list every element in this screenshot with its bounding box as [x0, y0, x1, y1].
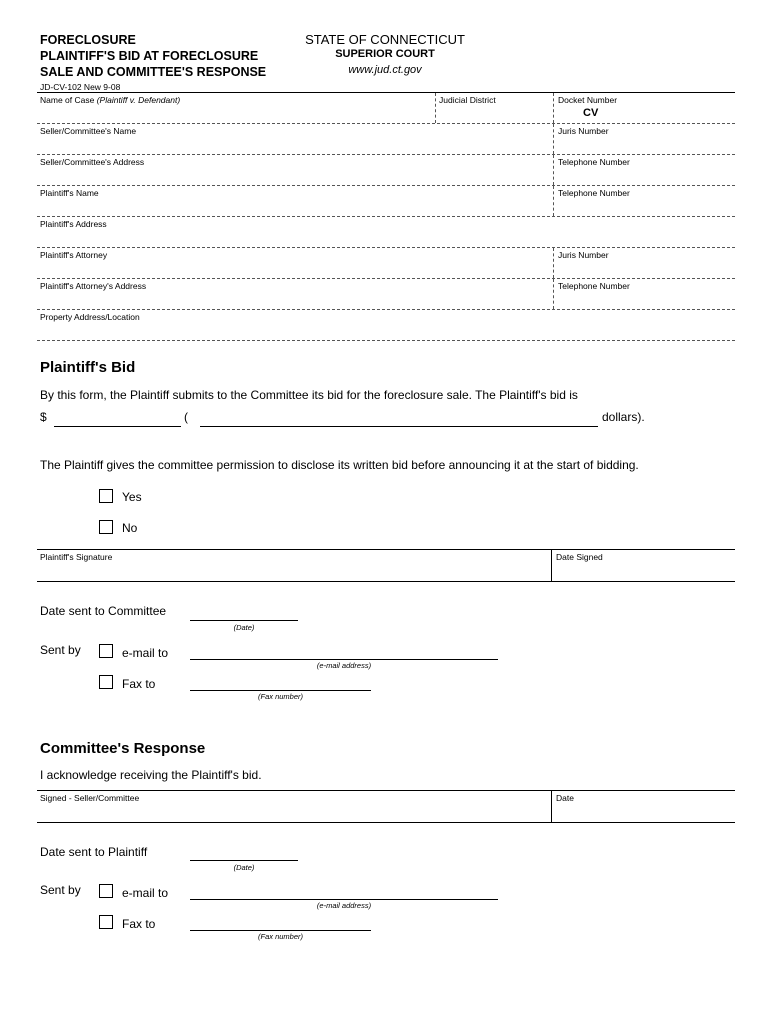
email-caption: (e-mail address): [316, 661, 372, 670]
sent-by-label: Sent by: [40, 643, 81, 657]
attorney-label: Plaintiff's Attorney: [40, 250, 108, 260]
plaintiff-address-label: Plaintiff's Address: [40, 219, 107, 229]
fax-caption: (Fax number): [257, 932, 303, 941]
bid-heading: Plaintiff's Bid: [40, 359, 136, 376]
docket-prefix: CV: [583, 107, 599, 119]
separator: [551, 791, 552, 822]
dollars-suffix: dollars).: [602, 410, 645, 424]
email-label: e-mail to: [122, 646, 169, 660]
juris-number-label: Juris Number: [558, 250, 609, 260]
separator: [551, 550, 552, 581]
date-caption: (Date): [233, 863, 255, 872]
property-label: Property Address/Location: [40, 312, 140, 322]
separator: [553, 186, 554, 216]
website: www.jud.ct.gov: [348, 64, 422, 76]
signature-row: [37, 549, 735, 582]
row-case: [37, 93, 735, 124]
telephone-label: Telephone Number: [558, 281, 630, 291]
response-heading: Committee's Response: [40, 740, 206, 757]
plaintiff-signature-label: Plaintiff's Signature: [40, 552, 113, 562]
email-address-field[interactable]: [190, 659, 498, 660]
dollar-sign: $: [40, 410, 47, 424]
date-sent-committee-label: Date sent to Committee: [40, 604, 167, 618]
signed-committee-label: Signed - Seller/Committee: [40, 793, 140, 803]
bid-amount-field[interactable]: [54, 426, 181, 427]
form-number: JD-CV-102 New 9-08: [40, 82, 121, 92]
row-plaintiff-address: [37, 217, 735, 248]
plaintiff-name-label: Plaintiff's Name: [40, 188, 99, 198]
date-signed-label: Date Signed: [556, 552, 603, 562]
permission-text: The Plaintiff gives the committee permission to disclose its written bid before announcing it at the start of bidding.: [40, 458, 639, 472]
fax-label: Fax to: [122, 677, 156, 691]
email-caption: (e-mail address): [316, 901, 372, 910]
court-name: SUPERIOR COURT: [335, 48, 435, 60]
bid-intro: By this form, the Plaintiff submits to the Committee its bid for the foreclosure sale. The Plaintiff's bid is: [40, 388, 578, 402]
row-property: [37, 310, 735, 341]
separator: [553, 248, 554, 278]
email-label: e-mail to: [122, 886, 169, 900]
fax-checkbox[interactable]: [99, 675, 113, 689]
yes-checkbox[interactable]: [99, 489, 113, 503]
sent-by-label: Sent by: [40, 883, 81, 897]
fax-caption: (Fax number): [257, 692, 303, 701]
juris-number-label: Juris Number: [558, 126, 609, 136]
docket-label: Docket Number: [558, 95, 618, 105]
seller-address-label: Seller/Committee's Address: [40, 157, 145, 167]
date-sent-plaintiff-field[interactable]: [190, 860, 298, 861]
fax-number-field[interactable]: [190, 930, 371, 931]
separator: [553, 124, 554, 154]
no-checkbox[interactable]: [99, 520, 113, 534]
no-label: No: [122, 521, 138, 535]
title-line-1: FORECLOSURE: [40, 33, 136, 47]
attorney-address-label: Plaintiff's Attorney's Address: [40, 281, 147, 291]
row-seller-address: [37, 155, 735, 186]
judicial-district-label: Judicial District: [439, 95, 496, 105]
form-title: [40, 32, 266, 80]
state-name: STATE OF CONNECTICUT: [305, 32, 465, 47]
separator: [553, 155, 554, 185]
committee-signature-row: [37, 790, 735, 823]
fax-checkbox[interactable]: [99, 915, 113, 929]
email-checkbox[interactable]: [99, 884, 113, 898]
fax-label: Fax to: [122, 917, 156, 931]
yes-label: Yes: [122, 490, 142, 504]
separator: [553, 93, 554, 123]
acknowledge-text: I acknowledge receiving the Plaintiff's bid.: [40, 768, 262, 782]
bid-words-field[interactable]: [200, 426, 598, 427]
row-plaintiff-name: [37, 186, 735, 217]
telephone-label: Telephone Number: [558, 157, 630, 167]
telephone-label: Telephone Number: [558, 188, 630, 198]
title-line-3: SALE AND COMMITTEE'S RESPONSE: [40, 65, 267, 79]
date-label: Date: [556, 793, 574, 803]
row-attorney: [37, 248, 735, 279]
open-paren: (: [184, 410, 188, 424]
date-sent-plaintiff-label: Date sent to Plaintiff: [40, 845, 148, 859]
title-line-2: PLAINTIFF'S BID AT FORECLOSURE: [40, 49, 259, 63]
separator: [435, 93, 436, 123]
seller-name-label: Seller/Committee's Name: [40, 126, 137, 136]
email-address-field[interactable]: [190, 899, 498, 900]
separator: [553, 279, 554, 309]
date-sent-committee-field[interactable]: [190, 620, 298, 621]
email-checkbox[interactable]: [99, 644, 113, 658]
fax-number-field[interactable]: [190, 690, 371, 691]
date-caption: (Date): [233, 623, 255, 632]
row-seller-name: [37, 124, 735, 155]
case-name-label: Name of Case (Plaintiff v. Defendant): [40, 95, 181, 105]
row-attorney-address: [37, 279, 735, 310]
